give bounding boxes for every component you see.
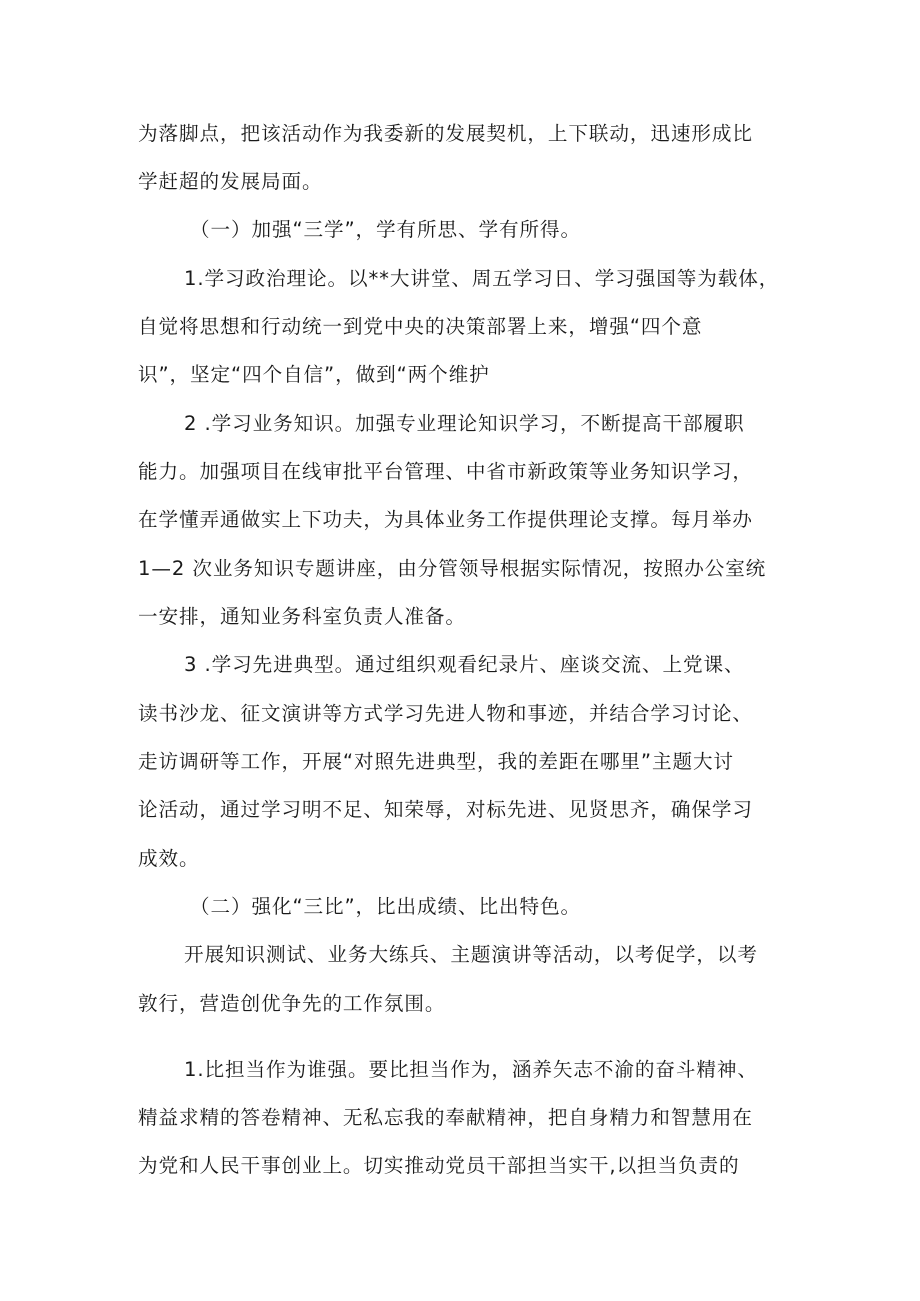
- body-line: 识”，坚定“四个自信”，做到“两个维护: [138, 363, 490, 386]
- body-line: 读书沙龙、征文演讲等方式学习先进人物和事迹，并结合学习讨论、: [138, 702, 753, 725]
- item-heading: 1.学习政治理论。以**大讲堂、周五学习日、学习强国等为载体，: [184, 267, 780, 290]
- body-line: 开展知识测试、业务大练兵、主题演讲等活动，以考促学，以考: [184, 943, 758, 966]
- body-line: 走访调研等工作，开展“对照先进典型，我的差距在哪里”主题大讨: [138, 750, 734, 773]
- body-line: 为落脚点，把该活动作为我委新的发展契机，上下联动，迅速形成比: [138, 122, 753, 145]
- section-heading-1: （一）加强“三学”，学有所思、学有所得。: [190, 218, 581, 241]
- item-heading: 1.比担当作为谁强。要比担当作为，涵养矢志不渝的奋斗精神、: [184, 1058, 758, 1081]
- body-line: 学赶超的发展局面。: [138, 170, 323, 193]
- body-line: 在学懂弄通做实上下功夫，为具体业务工作提供理论支撑。每月举办: [138, 508, 753, 531]
- body-line: 能力。加强项目在线审批平台管理、中省市新政策等业务知识学习，: [138, 460, 753, 483]
- body-line: 成效。: [138, 847, 200, 870]
- item-heading: 2 .学习业务知识。加强专业理论知识学习，不断提高干部履职: [184, 412, 745, 435]
- body-line: 一安排，通知业务科室负责人准备。: [138, 605, 466, 628]
- body-line: 1—2 次业务知识专题讲座，由分管领导根据实际情况，按照办公室统: [138, 557, 767, 580]
- body-line: 自觉将思想和行动统一到党中央的决策部署上来，增强“四个意: [138, 315, 703, 338]
- body-line: 论活动，通过学习明不足、知荣辱，对标先进、见贤思齐，确保学习: [138, 798, 753, 821]
- body-line: 精益求精的答卷精神、无私忘我的奉献精神，把自身精力和智慧用在: [138, 1106, 753, 1129]
- body-line: 为党和人民干事创业上。切实推动党员干部担当实干,以担当负责的: [138, 1154, 740, 1177]
- section-heading-2: （二）强化“三比”，比出成绩、比出特色。: [190, 895, 581, 918]
- body-line: 敦行，营造创优争先的工作氛围。: [138, 992, 446, 1015]
- item-heading: 3 .学习先进典型。通过组织观看纪录片、座谈交流、上党课、: [184, 653, 745, 676]
